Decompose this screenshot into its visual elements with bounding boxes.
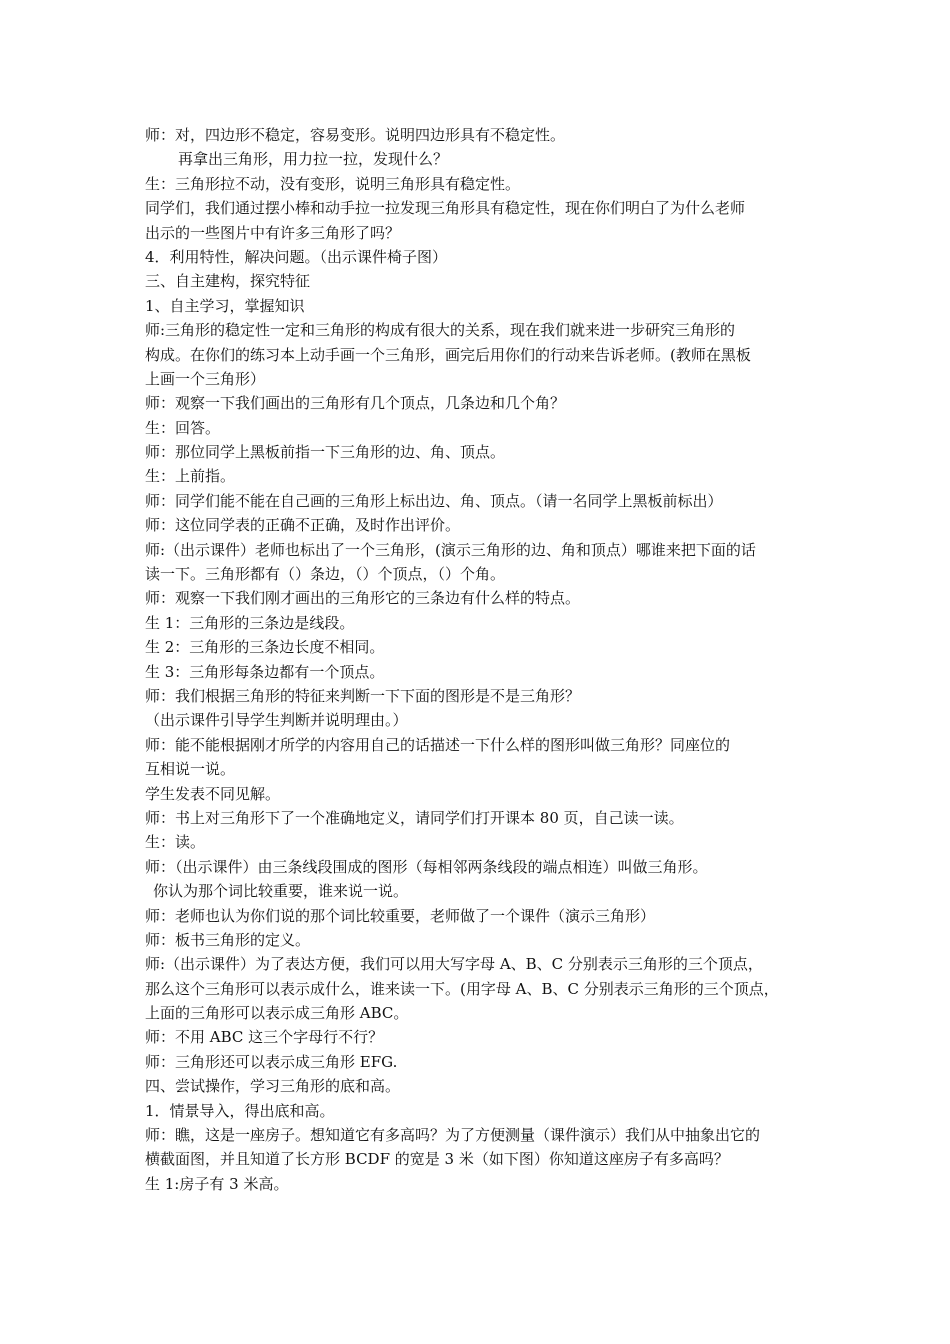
text-line: 互相说一说。 — [145, 760, 236, 779]
subsection-heading: 1、自主学习，掌握知识 — [145, 296, 305, 315]
text-line: 学生发表不同见解。 — [145, 784, 281, 803]
text-line: 师:三角形的稳定性一定和三角形的构成有很大的关系，现在我们就来进一步研究三角形的 — [145, 321, 736, 340]
text-line: 生 1：三角形的三条边是线段。 — [145, 613, 355, 632]
text-line: 那么这个三角形可以表示成什么，谁来读一下。(用字母 A、B、C 分别表示三角形的三个顶点， — [145, 979, 779, 998]
text-line: 师：对，四边形不稳定，容易变形。说明四边形具有不稳定性。 — [145, 126, 566, 144]
text-line: 师：这位同学表的正确不正确，及时作出评价。 — [145, 516, 461, 535]
text-line: 生：三角形拉不动，没有变形，说明三角形具有稳定性。 — [145, 174, 521, 193]
text-line: 师：不用 ABC 这三个字母行不行？ — [145, 1028, 384, 1047]
text-line: 师：书上对三角形下了一个准确地定义，请同学们打开课本 80 页，自己读一读。 — [145, 808, 684, 827]
text-line: 4．利用特性，解决问题。（出示课件椅子图） — [145, 247, 448, 266]
text-line: 出示的一些图片中有许多三角形了吗？ — [145, 223, 401, 242]
text-line: 师：那位同学上黑板前指一下三角形的边、角、顶点。 — [145, 443, 506, 462]
text-line: 生：上前指。 — [145, 467, 236, 486]
text-line: 师：能不能根据刚才所学的内容用自己的话描述一下什么样的图形叫做三角形？同座位的 — [145, 735, 731, 754]
section-heading: 三、自主建构，探究特征 — [145, 272, 311, 291]
text-line: 师：老师也认为你们说的那个词比较重要，老师做了一个课件（演示三角形） — [145, 906, 656, 925]
text-line: 你认为那个词比较重要，谁来说一说。 — [153, 882, 409, 901]
text-line: 师：我们根据三角形的特征来判断一下下面的图形是不是三角形？ — [145, 686, 581, 705]
text-line: 生 3：三角形每条边都有一个顶点。 — [145, 662, 385, 681]
text-line: 构成。在你们的练习本上动手画一个三角形，画完后用你们的行动来告诉老师。(教师在黑板 — [145, 345, 751, 364]
text-line: 师:（出示课件）为了表达方便，我们可以用大写字母 A、B、C 分别表示三角形的三个顶点， — [145, 955, 763, 974]
text-line: 师：三角形还可以表示成三角形 EFG. — [145, 1052, 398, 1071]
text-line: 生：回答。 — [145, 418, 221, 437]
text-line: 读一下。三角形都有（）条边，（）个顶点，（）个角。 — [145, 565, 506, 584]
subsection-heading: 1．情景导入，得出底和高。 — [145, 1101, 335, 1120]
text-line: 横截面图，并且知道了长方形 BCDF 的宽是 3 米（如下图）你知道这座房子有多高吗？ — [145, 1150, 729, 1169]
text-line: 师:（出示课件）老师也标出了一个三角形，(演示三角形的边、角和顶点）哪谁来把下面的话 — [145, 540, 756, 559]
text-line: 师：（出示课件）由三条线段围成的图形（每相邻两条线段的端点相连）叫做三角形。 — [145, 857, 708, 876]
text-line: 生 1:房子有 3 米高。 — [145, 1174, 289, 1193]
text-line: 再拿出三角形，用力拉一拉，发现什么？ — [178, 150, 449, 169]
text-line: 师：观察一下我们刚才画出的三角形它的三条边有什么样的特点。 — [145, 589, 581, 608]
text-line: 师：板书三角形的定义。 — [145, 930, 311, 949]
text-line: （出示课件引导学生判断并说明理由。） — [145, 711, 408, 730]
document-body — [145, 123, 810, 1196]
text-line: 生：读。 — [145, 833, 206, 852]
text-line: 同学们，我们通过摆小棒和动手拉一拉发现三角形具有稳定性，现在你们明白了为什么老师 — [145, 199, 746, 218]
text-line: 上画一个三角形） — [145, 369, 266, 388]
text-line: 师：瞧，这是一座房子。想知道它有多高吗？为了方便测量（课件演示）我们从中抽象出它的 — [145, 1126, 761, 1145]
text-line: 师：观察一下我们画出的三角形有几个顶点，几条边和几个角？ — [145, 394, 566, 413]
text-line: 上面的三角形可以表示成三角形 ABC。 — [145, 1004, 409, 1023]
text-line: 师：同学们能不能在自己画的三角形上标出边、角、顶点。（请一名同学上黑板前标出） — [145, 491, 723, 510]
text-line: 生 2：三角形的三条边长度不相同。 — [145, 638, 385, 657]
section-heading: 四、尝试操作，学习三角形的底和高。 — [145, 1077, 401, 1096]
